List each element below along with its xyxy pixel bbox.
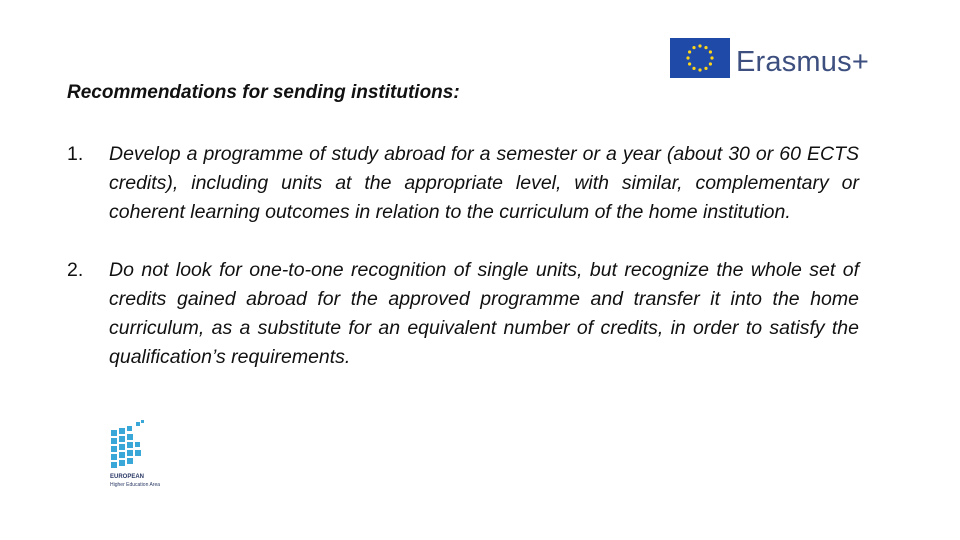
erasmus-wordmark: Erasmus+ [736, 46, 869, 78]
ehea-logo [108, 420, 178, 494]
ehea-puzzle-icon [108, 420, 158, 470]
recommendation-list [67, 140, 859, 372]
item-text: Do not look for one-to-one recognition of single units, but recognize the whole set of credits gained abroad for the approved programme and transfer it into the home curriculum, as a substitute for an equivalent number of credits, in order to satisfy the qualification’s requirements. [109, 259, 859, 368]
slide-heading: Recommendations for sending institutions: [67, 82, 460, 103]
item-number: 1. [67, 143, 84, 165]
ehea-subtitle: Higher Education Area [110, 482, 161, 488]
list-item [67, 140, 859, 227]
item-number: 2. [67, 259, 84, 281]
ehea-title: EUROPEAN [110, 474, 145, 480]
list-item [67, 256, 859, 372]
eu-flag-icon [670, 38, 730, 78]
item-text: Develop a programme of study abroad for a semester or a year (about 30 or 60 ECTS credits), including units at the appropriate level, with similar, complementary or coherent learning outcomes in relation to the curriculum of the home institution. [109, 143, 859, 223]
